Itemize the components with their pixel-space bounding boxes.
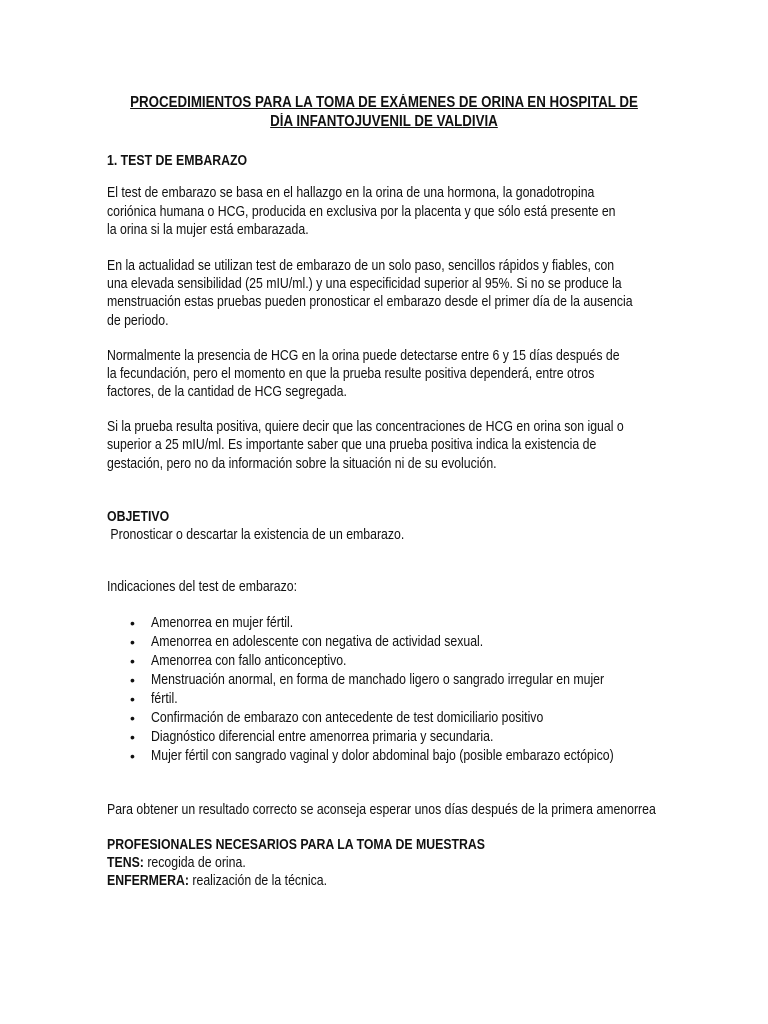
enfermera-text: realización de la técnica. [188,873,328,889]
bullet-icon: • [130,710,135,726]
advice-text: Para obtener un resultado correcto se aconseja esperar unos días después de la primera amenorrea [107,802,656,818]
list-item-text: Confirmación de embarazo con antecedente de test domiciliario positivo [151,710,544,726]
paragraph-2-line-3: menstruación estas pruebas pueden pronosticar el embarazo desde el primer día de la ausencia [107,294,633,310]
objetivo-text: Pronosticar o descartar la existencia de un embarazo. [107,527,405,543]
objetivo-heading: OBJETIVO [107,509,170,525]
paragraph-2-line-2: una elevada sensibilidad (25 mIU/ml.) y una especificidad superior al 95%. Si no se produce la [107,276,622,292]
paragraph-2-line-4: de periodo. [107,313,169,329]
paragraph-1-line-2: coriónica humana o HCG, producida en exclusiva por la placenta y que sólo está presente en [107,204,616,220]
bullet-icon: • [130,748,135,764]
tens-line [107,854,246,872]
document-title-line-1: PROCEDIMIENTOS PARA LA TOMA DE EXÁMENES DE ORINA EN HOSPITAL DE [130,94,638,111]
list-item-text: Menstruación anormal, en forma de manchado ligero o sangrado irregular en mujer [151,672,605,688]
bullet-icon: • [130,672,135,688]
paragraph-3-line-2: la fecundación, pero el momento en que la prueba resulte positiva dependerá, entre otros [107,366,595,382]
section-heading-test-embarazo: 1. TEST DE EMBARAZO [107,153,248,169]
indicaciones-heading: Indicaciones del test de embarazo: [107,579,298,595]
tens-text: recogida de orina. [143,855,246,871]
bullet-icon: • [130,691,135,707]
enfermera-label: ENFERMERA: [107,873,189,889]
list-item-text: Diagnóstico diferencial entre amenorrea primaria y secundaria. [151,729,494,745]
paragraph-4-line-2: superior a 25 mIU/ml. Es importante saber que una prueba positiva indica la existencia de [107,437,597,453]
enfermera-line [107,872,327,890]
profesionales-heading: PROFESIONALES NECESARIOS PARA LA TOMA DE MUESTRAS [107,837,485,853]
paragraph-3-line-1: Normalmente la presencia de HCG en la orina puede detectarse entre 6 y 15 días después de [107,348,620,364]
document-title-line-2: DÍA INFANTOJUVENIL DE VALDIVIA [270,113,498,130]
bullet-icon: • [130,729,135,745]
list-item-text: fértil. [151,691,178,707]
tens-label: TENS: [107,855,144,871]
paragraph-4-line-3: gestación, pero no da información sobre la situación ni de su evolución. [107,456,497,472]
paragraph-3-line-3: factores, de la cantidad de HCG segregada. [107,384,347,400]
paragraph-4-line-1: Si la prueba resulta positiva, quiere decir que las concentraciones de HCG en orina son igual o [107,419,624,435]
paragraph-1-line-1: El test de embarazo se basa en el hallazgo en la orina de una hormona, la gonadotropina [107,185,595,201]
list-item-text: Amenorrea en adolescente con negativa de actividad sexual. [151,634,484,650]
list-item-text: Amenorrea en mujer fértil. [151,615,294,631]
bullet-icon: • [130,634,135,650]
list-item-text: Mujer fértil con sangrado vaginal y dolor abdominal bajo (posible embarazo ectópico) [151,748,614,764]
paragraph-1-line-3: la orina si la mujer está embarazada. [107,222,309,238]
paragraph-2-line-1: En la actualidad se utilizan test de embarazo de un solo paso, sencillos rápidos y fiables, con [107,258,615,274]
bullet-icon: • [130,653,135,669]
bullet-icon: • [130,615,135,631]
list-item-text: Amenorrea con fallo anticonceptivo. [151,653,347,669]
